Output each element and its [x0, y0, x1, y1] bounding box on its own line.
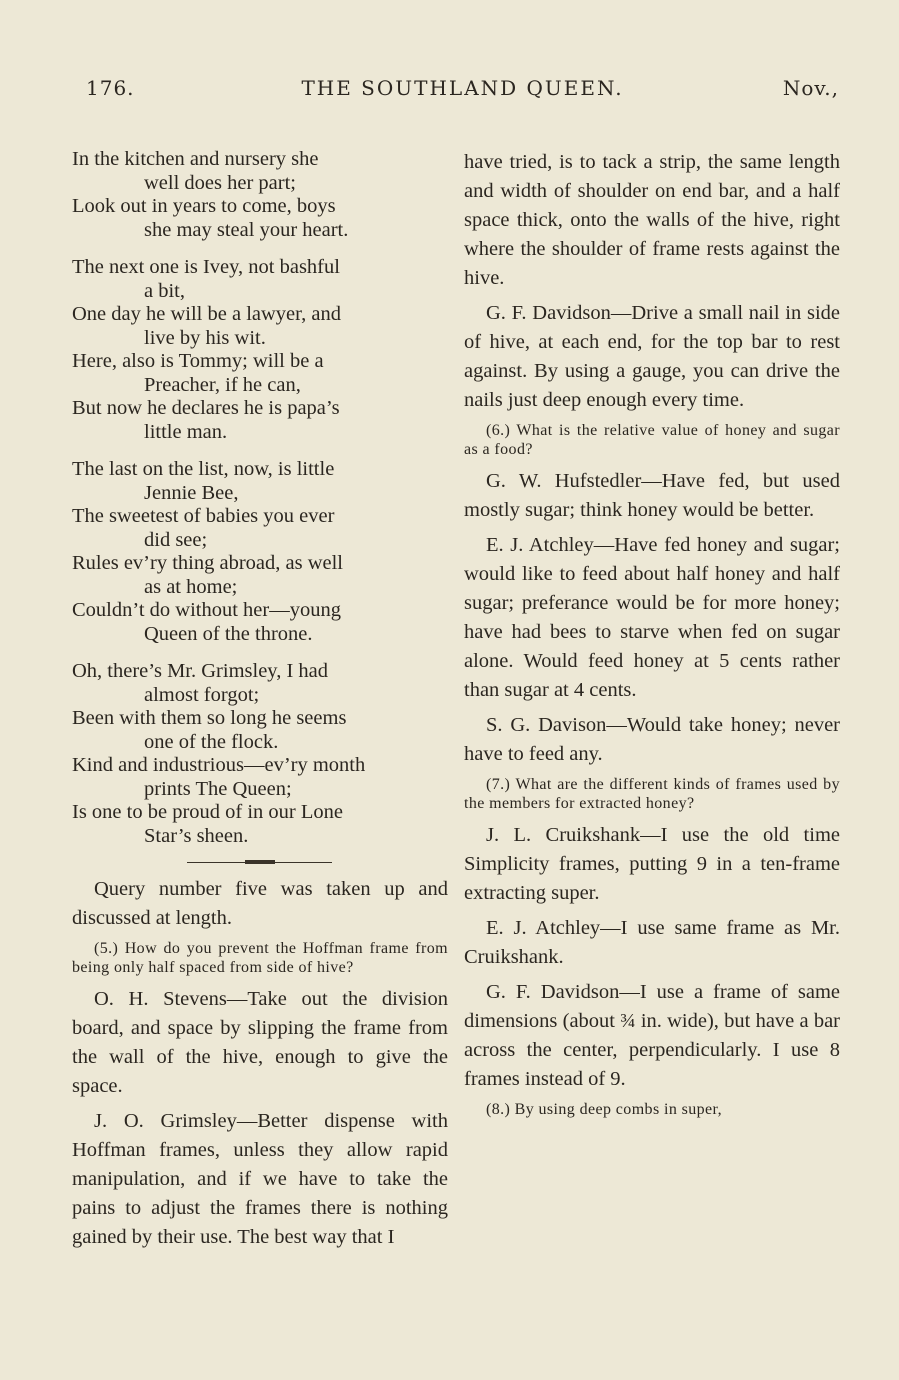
poem-line: One day he will be a lawyer, and [72, 303, 341, 325]
poem-line: In the kitchen and nursery she [72, 148, 319, 170]
poem-line: she may steal your heart. [144, 218, 349, 241]
poem-line: as at home; [144, 575, 238, 598]
answer-cruikshank: J. L. Cruikshank—I use the old time Simplicity frames, putting 9 in a ten-frame extracting super. [464, 824, 840, 904]
poem-line: Couldn’t do without her—young [72, 599, 341, 621]
left-column [72, 148, 448, 1258]
poem-line: Look out in years to come, boys [72, 195, 336, 217]
question-5: (5.) How do you prevent the Hoffman frame from being only half spaced from side of hive? [72, 940, 448, 976]
poem-line: did see; [144, 528, 208, 551]
running-title: THE SOUTHLAND QUEEN. [301, 76, 624, 100]
answer-stevens: O. H. Stevens—Take out the division board, and space by slipping the frame from the wall of the hive, enough to give the space. [72, 988, 448, 1097]
issue-month: Nov., [782, 76, 839, 100]
poem-line: Oh, there’s Mr. Grimsley, I had [72, 660, 329, 682]
question-7: (7.) What are the different kinds of frames used by the members for extracted honey? [464, 776, 840, 812]
question-6: (6.) What is the relative value of honey and sugar as a food? [464, 422, 840, 458]
answer-atchley-1: E. J. Atchley—Have fed honey and sugar; would like to feed about half honey and half sugar; preferance would be for more honey; have had bees to starve when fed on sugar alone. Would feed honey at 5 cents rather than sugar at 4 cents. [464, 534, 840, 701]
poem-stanza [72, 256, 448, 444]
poem-line: The last on the list, now, is little [72, 458, 335, 480]
poem-line: almost forgot; [144, 683, 260, 706]
poem-line: Rules ev’ry thing abroad, as well [72, 552, 343, 574]
poem-line: Jennie Bee, [144, 481, 239, 504]
poem-line: well does her part; [144, 171, 296, 194]
paragraph-query-intro: Query number five was taken up and discussed at length. [72, 878, 448, 929]
answer-sg-davison: S. G. Davison—Would take honey; never have to feed any. [464, 714, 840, 765]
poem-line: little man. [144, 420, 228, 443]
poem-line: Here, also is Tommy; will be a [72, 350, 324, 372]
paragraph-continued: have tried, is to tack a strip, the same length and width of shoulder on end bar, and a half space thick, onto the walls of the hive, right where the shoulder of frame rests against the hive. [464, 151, 840, 289]
right-column [464, 148, 840, 1127]
page-number: 176. [86, 76, 135, 100]
poem-stanza [72, 660, 448, 848]
answer-atchley-2: E. J. Atchley—I use same frame as Mr. Cruikshank. [464, 917, 840, 968]
question-8: (8.) By using deep combs in super, [486, 1101, 723, 1118]
poem-line: The sweetest of babies you ever [72, 505, 335, 527]
poem-line: Kind and industrious—ev’ry month [72, 754, 366, 776]
poem-stanza [72, 148, 448, 242]
poem-stanza [72, 458, 448, 646]
poem-line: The next one is Ivey, not bashful [72, 256, 340, 278]
poem-line: Queen of the throne. [144, 622, 313, 645]
poem-line: Been with them so long he seems [72, 707, 347, 729]
poem-line: Star’s sheen. [144, 824, 249, 847]
poem-line: But now he declares he is papa’s [72, 397, 340, 419]
poem-line: one of the flock. [144, 730, 279, 753]
page-header [86, 76, 839, 106]
answer-grimsley: J. O. Grimsley—Better dispense with Hoffman frames, unless they allow rapid manipulation, and if we have to take the pains to adjust the frames there is nothing gained by their use. The best way that I [72, 1110, 448, 1248]
section-divider [187, 862, 332, 863]
poem-line: Preacher, if he can, [144, 373, 301, 396]
poem-line: prints The Queen; [144, 777, 292, 800]
poem [72, 148, 448, 848]
poem-line: Is one to be proud of in our Lone [72, 801, 343, 823]
answer-hufstedler: G. W. Hufstedler—Have fed, but used mostly sugar; think honey would be better. [464, 470, 840, 521]
poem-line: live by his wit. [144, 326, 266, 349]
poem-line: a bit, [144, 279, 185, 302]
answer-gf-davidson: G. F. Davidson—Drive a small nail in side of hive, at each end, for the top bar to rest against. By using a gauge, you can drive the nails just deep enough every time. [464, 302, 840, 411]
answer-gf-davidson-2: G. F. Davidson—I use a frame of same dimensions (about ¾ in. wide), but have a bar across the center, perpendicularly. I use 8 frames instead of 9. [464, 981, 840, 1090]
